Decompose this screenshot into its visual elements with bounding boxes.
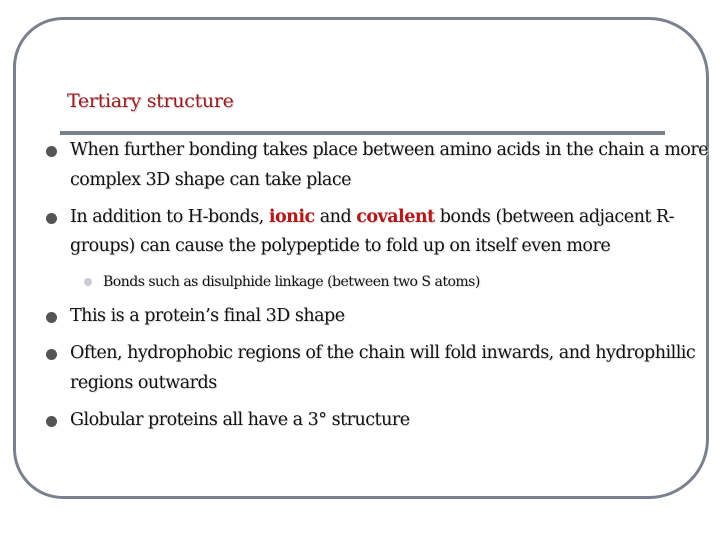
bullet-text: complex 3D shape can take place xyxy=(70,170,352,190)
bullet-text: This is a protein’s final 3D shape xyxy=(70,306,345,326)
sub-bullet-text: Bonds such as disulphide linkage (between two S atoms) xyxy=(103,274,480,290)
text: In addition to H-bonds, xyxy=(70,207,269,227)
slide-title: Tertiary structure xyxy=(67,90,234,112)
bullet-text: groups) can cause the polypeptide to fold up on itself even more xyxy=(70,236,611,256)
bullet-icon xyxy=(46,146,57,157)
highlight-covalent: covalent xyxy=(356,207,435,227)
bullet-text: Globular proteins all have a 3° structure xyxy=(70,410,410,430)
text: bonds (between adjacent R- xyxy=(434,207,675,227)
bullet-icon xyxy=(46,213,57,224)
bullet-icon xyxy=(46,312,57,323)
text: and xyxy=(314,207,357,227)
bullet-text: Often, hydrophobic regions of the chain will fold inwards, and hydrophillic xyxy=(70,343,696,363)
bullet-text: regions outwards xyxy=(70,373,217,393)
bullet-icon xyxy=(46,416,57,427)
title-divider xyxy=(60,131,665,135)
bullet-text: When further bonding takes place between amino acids in the chain a more xyxy=(70,140,709,160)
sub-bullet-icon xyxy=(84,278,92,286)
highlight-ionic: ionic xyxy=(268,207,315,227)
bullet-text xyxy=(70,207,674,227)
bullet-icon xyxy=(46,349,57,360)
